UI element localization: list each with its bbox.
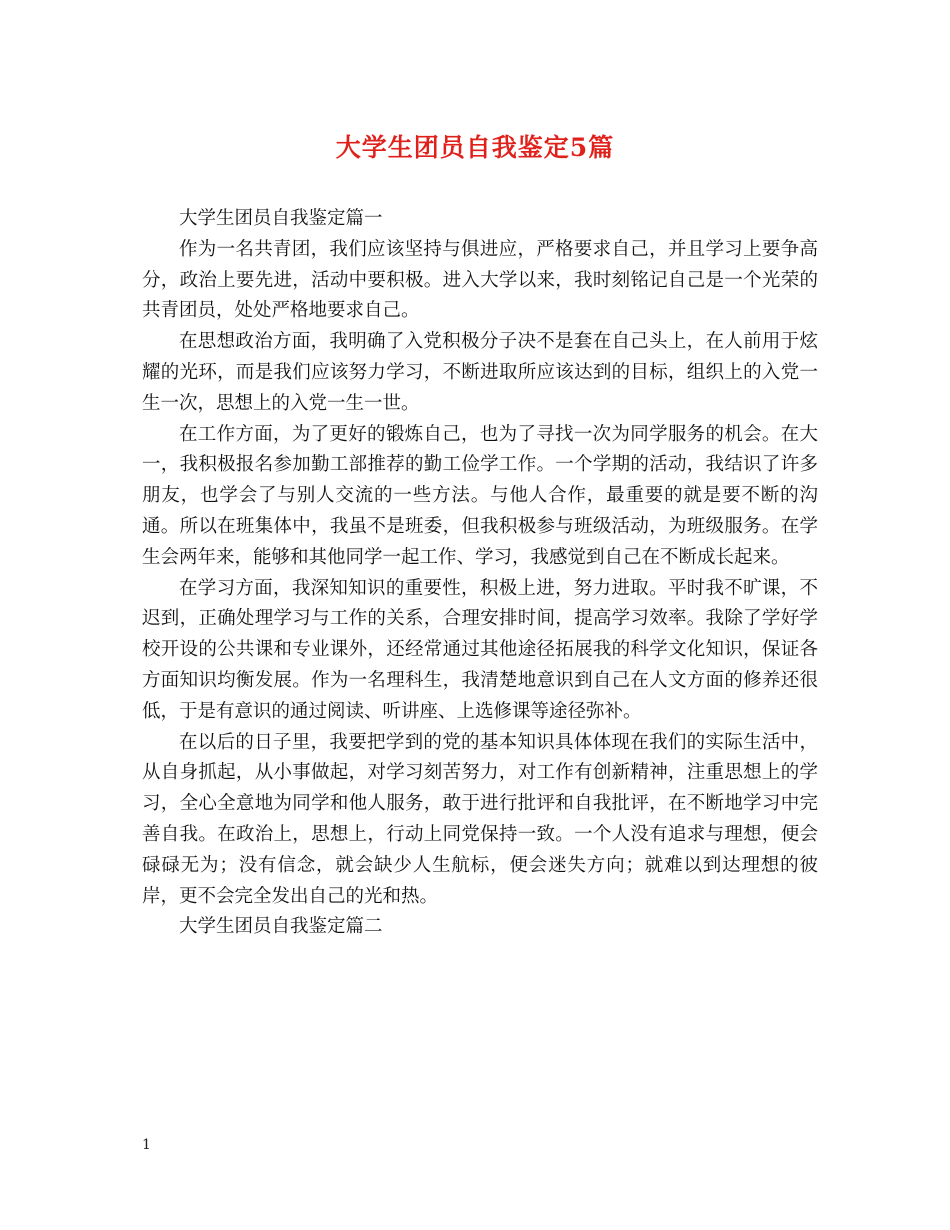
paragraph-work: 在工作方面，为了更好的锻炼自己，也为了寻找一次为同学服务的机会。在大一，我积极报名参加勤工部推荐的勤工俭学工作。一个学期的活动，我结识了许多朋友，也学会了与别人交流的一些方法。与他人合作，最重要的就是要不断的沟通。所以在班集体中，我虽不是班委，但我积极参与班级活动，为班级服务。在学生会两年来，能够和其他同学一起工作、学习，我感觉到自己在不断成长起来。 (142, 423, 818, 568)
section-heading-2: 大学生团员自我鉴定篇二 (179, 916, 383, 938)
paragraph-politics: 在思想政治方面，我明确了入党积极分子决不是套在自己头上，在人前用于炫耀的光环，而是我们应该努力学习，不断进取所应该达到的目标，组织上的入党一生一次，思想上的入党一生一世。 (142, 331, 818, 414)
paragraph-intro: 作为一名共青团，我们应该坚持与俱进应，严格要求自己，并且学习上要争高分，政治上要先进，活动中要积极。进入大学以来，我时刻铭记自己是一个光荣的共青团员，处处严格地要求自己。 (142, 238, 818, 322)
section-heading-1: 大学生团员自我鉴定篇一 (179, 208, 383, 229)
paragraph-study: 在学习方面，我深知知识的重要性，积极上进，努力进取。平时我不旷课，不迟到，正确处理学习与工作的关系，合理安排时间，提高学习效率。我除了学好学校开设的公共课和专业课外，还经常通过其他途径拓展我的科学文化知识，保证各方面知识均衡发展。作为一名理科生，我清楚地意识到自己在人文方面的修养还很低，于是有意识的通过阅读、听讲座、上选修课等途径弥补。 (142, 577, 818, 722)
document-title: 大学生团员自我鉴定5篇 (335, 133, 615, 162)
document-body (142, 204, 818, 943)
paragraph-future: 在以后的日子里，我要把学到的党的基本知识具体体现在我们的实际生活中，从自身抓起，从小事做起，对学习刻苦努力，对工作有创新精神，注重思想上的学习，全心全意地为同学和他人服务，敢于进行批评和自我批评，在不断地学习中完善自我。在政治上，思想上，行动上同党保持一致。一个人没有追求与理想，便会碌碌无为；没有信念，就会缺少人生航标，便会迷失方向；就难以到达理想的彼岸，更不会完全发出自己的光和热。 (142, 731, 818, 907)
page-number: 1 (142, 1137, 151, 1153)
